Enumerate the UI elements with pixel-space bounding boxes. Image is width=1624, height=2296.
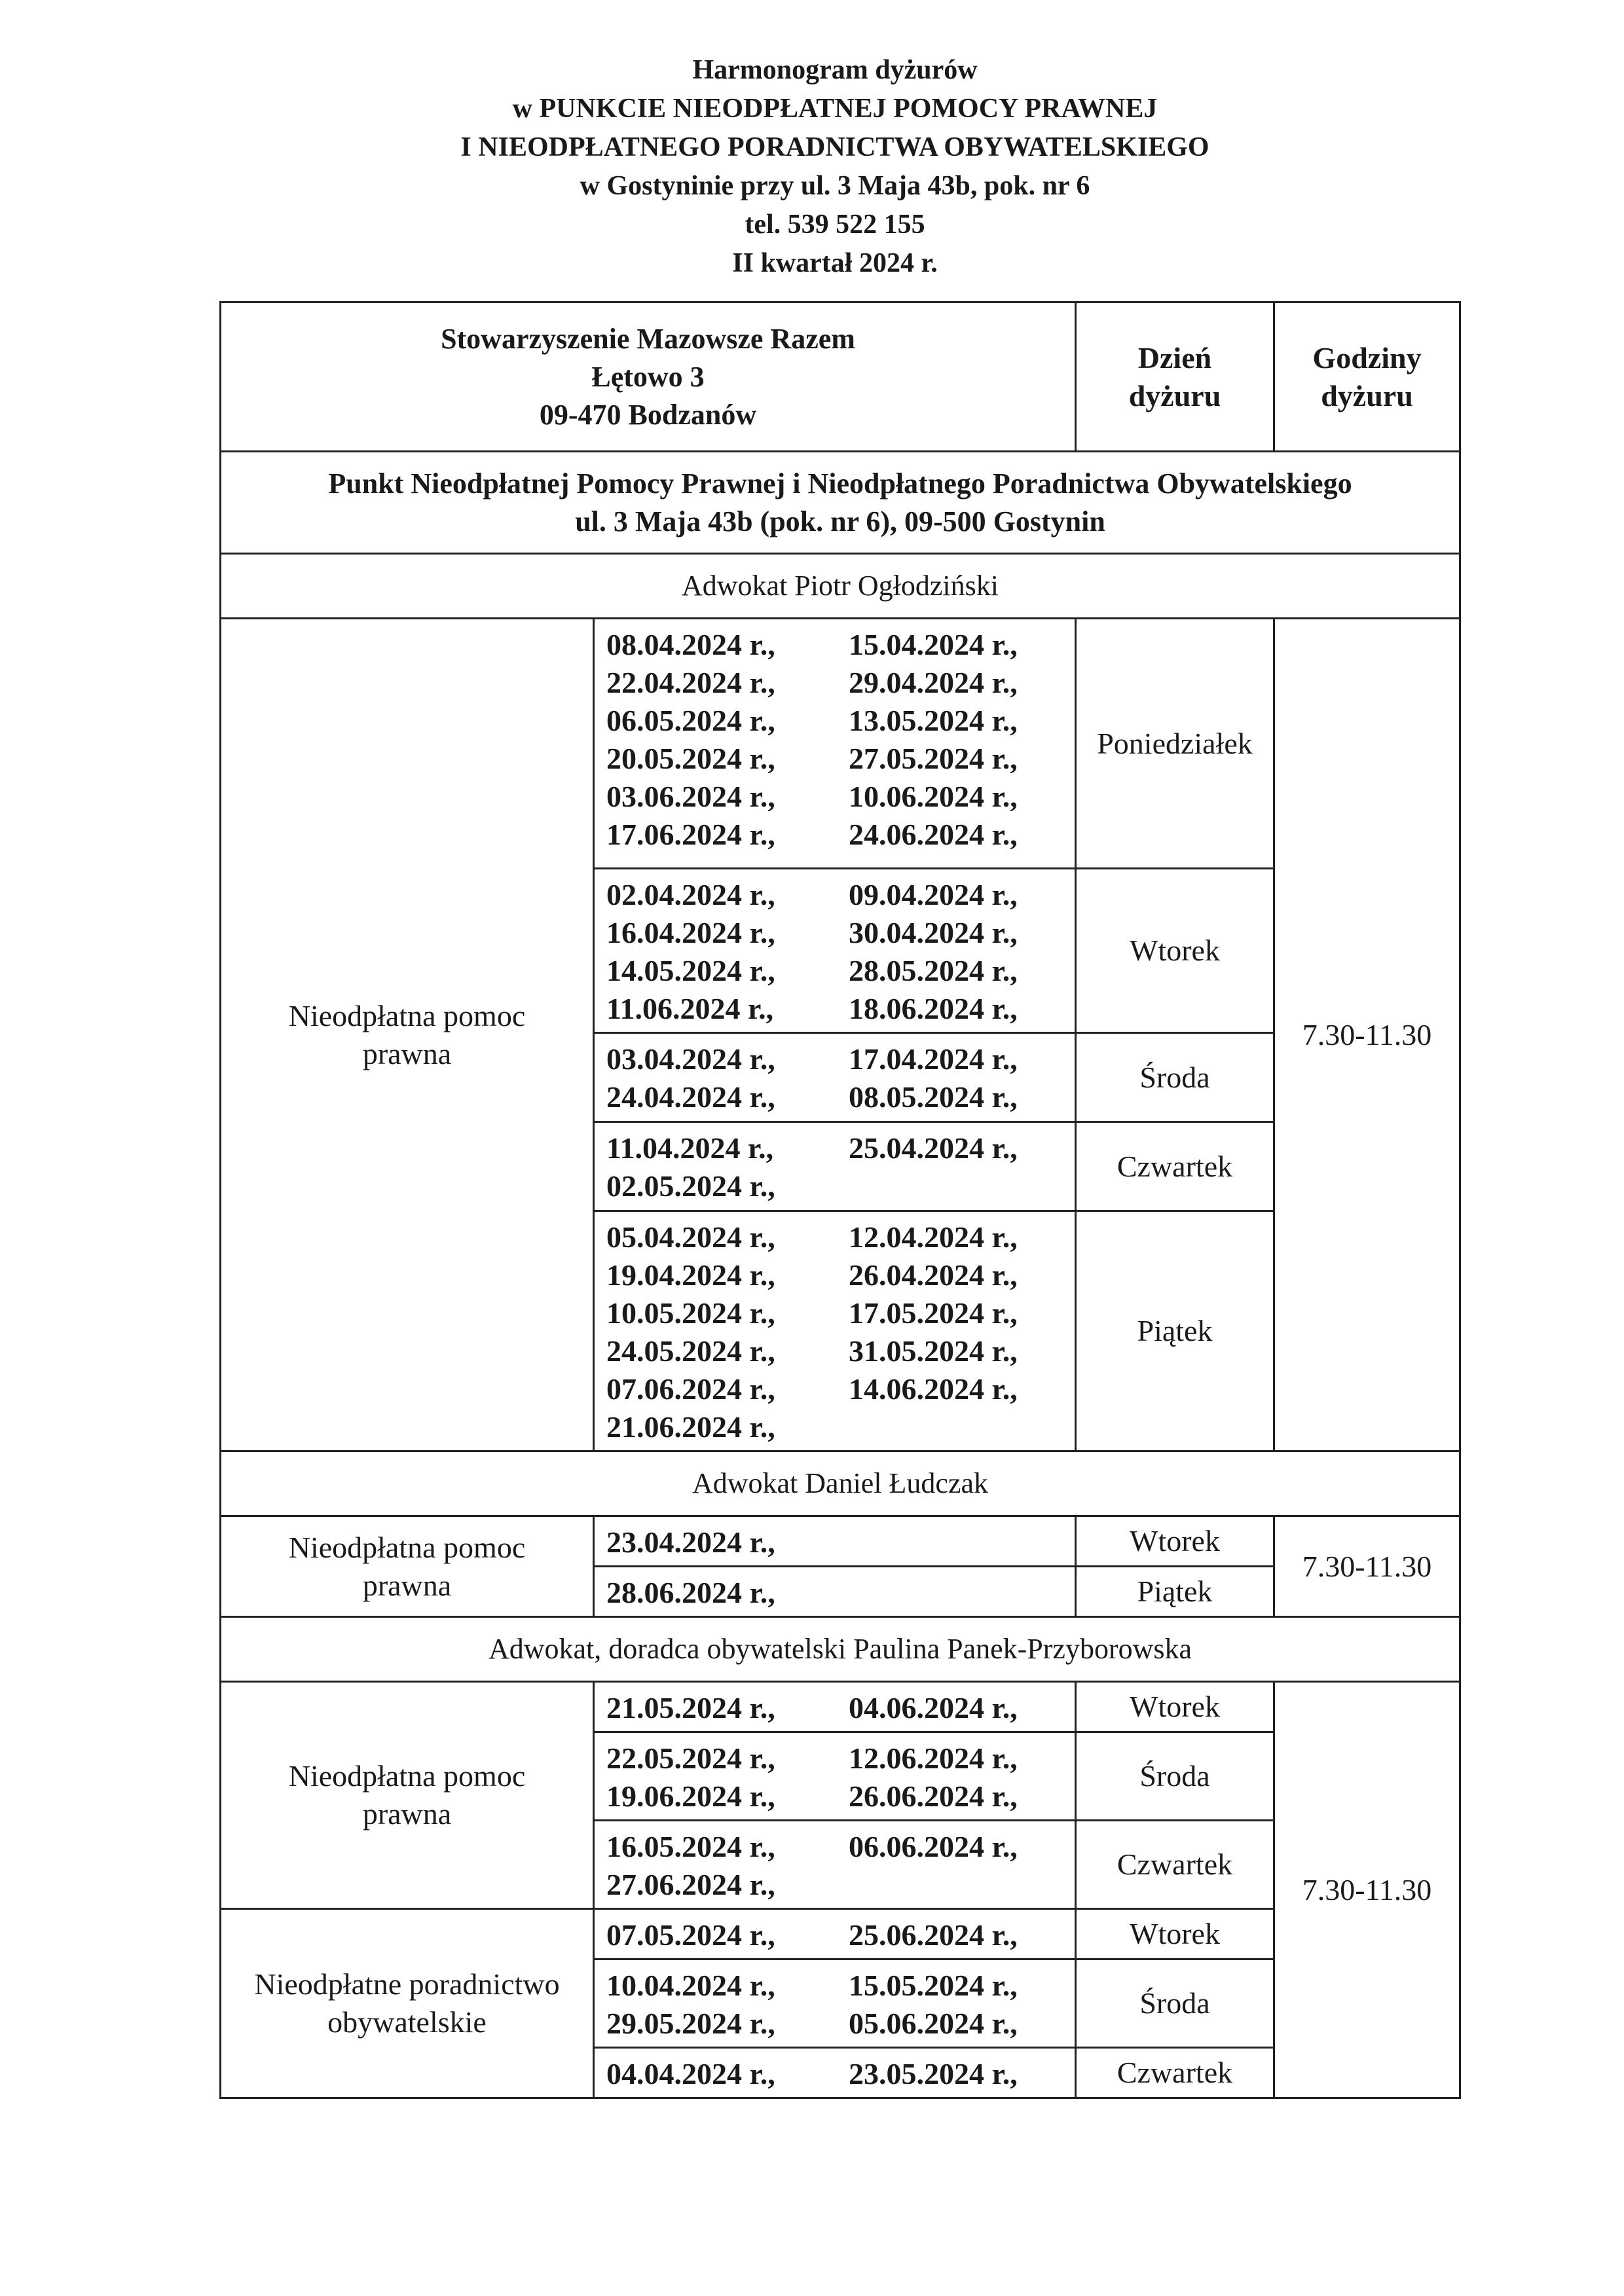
date: 30.04.2024 r.,: [849, 916, 1018, 949]
date: 18.06.2024 r.,: [849, 992, 1018, 1025]
date: 08.04.2024 r.,: [606, 628, 775, 661]
date: 22.05.2024 r.,: [606, 1741, 775, 1775]
date: 03.04.2024 r.,: [606, 1042, 775, 1076]
lawyer-row: [221, 554, 1460, 619]
day-cell: Wtorek: [1076, 869, 1274, 1033]
dates-cell: [594, 1732, 1076, 1821]
date: [849, 1167, 1065, 1205]
date: 02.05.2024 r.,: [606, 1169, 775, 1203]
date-line: [606, 1967, 1075, 2005]
date: 29.04.2024 r.,: [849, 666, 1018, 699]
dates-cell: [594, 1959, 1076, 2048]
day-header-line-2: dyżuru: [1128, 378, 1221, 412]
dates-cell: [594, 1033, 1076, 1122]
date: [849, 1574, 1065, 1612]
date-line: [606, 914, 1075, 952]
header-address: w Gostyninie przy ul. 3 Maja 43b, pok. nr 6: [580, 171, 1090, 201]
date: 26.04.2024 r.,: [849, 1258, 1018, 1292]
dates-cell: [594, 1211, 1076, 1451]
date: 23.05.2024 r.,: [849, 2057, 1018, 2090]
service-line-1: Nieodpłatna pomoc: [288, 1759, 526, 1793]
day-header-line-1: Dzień: [1137, 340, 1212, 374]
date: 12.06.2024 r.,: [849, 1741, 1018, 1775]
date: 03.06.2024 r.,: [606, 780, 775, 813]
date-line: [606, 1167, 1075, 1205]
date: 22.04.2024 r.,: [606, 666, 775, 699]
day-cell: Wtorek: [1076, 1682, 1274, 1732]
date: 10.06.2024 r.,: [849, 780, 1018, 813]
service-line-2: obywatelskie: [327, 2005, 487, 2039]
date: 08.05.2024 r.,: [849, 1080, 1018, 1114]
service-line-1: Nieodpłatne poradnictwo: [254, 1967, 560, 2001]
date-line: [606, 1689, 1075, 1727]
header-phone: tel. 539 522 155: [745, 210, 925, 240]
date: 25.04.2024 r.,: [849, 1131, 1018, 1165]
service-label: [221, 1909, 594, 2098]
hours-header-line-2: dyżuru: [1321, 378, 1413, 412]
hours-cell: 7.30-11.30: [1274, 1516, 1460, 1617]
date: 02.04.2024 r.,: [606, 878, 775, 911]
date-line: [606, 816, 1075, 854]
date-line: [606, 778, 1075, 816]
date-line: [606, 626, 1075, 664]
day-cell: Piątek: [1076, 1567, 1274, 1617]
service-line-2: prawna: [362, 1036, 452, 1070]
date-line: [606, 1408, 1075, 1446]
day-cell: Czwartek: [1076, 2048, 1274, 2098]
date: 14.05.2024 r.,: [606, 954, 775, 987]
date: 20.05.2024 r.,: [606, 742, 775, 775]
schedule-row: [221, 1516, 1460, 1567]
date: 10.04.2024 r.,: [606, 1969, 775, 2002]
date: 11.04.2024 r.,: [606, 1131, 774, 1165]
date-line: [606, 1294, 1075, 1332]
date: 28.06.2024 r.,: [606, 1576, 775, 1609]
date: 15.05.2024 r.,: [849, 1969, 1018, 2002]
hours-cell: 7.30-11.30: [1274, 619, 1460, 1451]
service-label: [221, 1682, 594, 1909]
date: 17.05.2024 r.,: [849, 1296, 1018, 1330]
day-cell: Piątek: [1076, 1211, 1274, 1451]
date-line: [606, 702, 1075, 740]
day-cell: Wtorek: [1076, 1516, 1274, 1567]
date-line: [606, 1828, 1075, 1866]
date-line: [606, 2055, 1075, 2093]
lawyer-name: Adwokat, doradca obywatelski Paulina Panek-Przyborowska: [221, 1617, 1460, 1682]
point-address: ul. 3 Maja 43b (pok. nr 6), 09-500 Gostynin: [575, 505, 1105, 538]
date: 04.06.2024 r.,: [849, 1691, 1018, 1724]
date-line: [606, 1777, 1075, 1815]
date: 24.06.2024 r.,: [849, 818, 1018, 851]
date: 26.06.2024 r.,: [849, 1779, 1018, 1813]
hours-header-line-1: Godziny: [1312, 340, 1422, 374]
date: 19.04.2024 r.,: [606, 1258, 775, 1292]
date-line: [606, 1866, 1075, 1904]
date-line: [606, 952, 1075, 990]
date-line: [606, 1574, 1075, 1612]
dates-cell: [594, 1821, 1076, 1909]
date: 07.05.2024 r.,: [606, 1918, 775, 1952]
date: 10.05.2024 r.,: [606, 1296, 775, 1330]
date-line: [606, 1078, 1075, 1116]
dates-cell: [594, 1516, 1076, 1567]
date-line: [606, 1218, 1075, 1256]
date: 29.05.2024 r.,: [606, 2007, 775, 2040]
date: 05.04.2024 r.,: [606, 1220, 775, 1254]
day-cell: Środa: [1076, 1033, 1274, 1122]
date-line: [606, 1523, 1075, 1561]
dates-cell: [594, 619, 1076, 869]
point-cell: [221, 452, 1460, 554]
date: 25.06.2024 r.,: [849, 1918, 1018, 1952]
service-line-2: prawna: [362, 1797, 452, 1831]
date: 05.06.2024 r.,: [849, 2007, 1018, 2040]
organization-cell: [221, 302, 1076, 452]
date: 19.06.2024 r.,: [606, 1779, 775, 1813]
hours-column-header: [1274, 302, 1460, 452]
lawyer-name: Adwokat Daniel Łudczak: [221, 1451, 1460, 1516]
document-header: [0, 51, 1624, 283]
date: 13.05.2024 r.,: [849, 704, 1018, 737]
date-line: [606, 1740, 1075, 1777]
date: 21.06.2024 r.,: [606, 1410, 775, 1444]
date: 07.06.2024 r.,: [606, 1372, 775, 1406]
date-line: [606, 740, 1075, 778]
schedule-table: [219, 301, 1461, 2099]
date: 24.04.2024 r.,: [606, 1080, 775, 1114]
schedule-row: [221, 1682, 1460, 1732]
date: 06.05.2024 r.,: [606, 704, 775, 737]
service-line-1: Nieodpłatna pomoc: [288, 998, 526, 1032]
day-cell: Poniedziałek: [1076, 619, 1274, 869]
date: 17.06.2024 r.,: [606, 818, 775, 851]
lawyer-name: Adwokat Piotr Ogłodziński: [221, 554, 1460, 619]
date: [849, 1866, 1065, 1904]
date-line: [606, 876, 1075, 914]
service-line-2: prawna: [362, 1568, 452, 1602]
date: 23.04.2024 r.,: [606, 1525, 775, 1559]
header-quarter: II kwartał 2024 r.: [732, 248, 938, 278]
date: 24.05.2024 r.,: [606, 1334, 775, 1368]
date: 09.04.2024 r.,: [849, 878, 1018, 911]
point-row: [221, 452, 1460, 554]
date: 14.06.2024 r.,: [849, 1372, 1018, 1406]
date: 27.06.2024 r.,: [606, 1868, 775, 1901]
date: [849, 1523, 1065, 1561]
date-line: [606, 1040, 1075, 1078]
hours-cell: 7.30-11.30: [1274, 1682, 1460, 2098]
date: 17.04.2024 r.,: [849, 1042, 1018, 1076]
date: 06.06.2024 r.,: [849, 1830, 1018, 1863]
day-cell: Środa: [1076, 1959, 1274, 2048]
date: [849, 1408, 1065, 1446]
header-line-2: w PUNKCIE NIEODPŁATNEJ POMOCY PRAWNEJ: [512, 94, 1158, 124]
dates-cell: [594, 1909, 1076, 1959]
dates-cell: [594, 1682, 1076, 1732]
service-label: [221, 619, 594, 1451]
dates-cell: [594, 2048, 1076, 2098]
org-name: Stowarzyszenie Mazowsze Razem: [441, 322, 855, 355]
date-line: [606, 990, 1075, 1028]
service-label: [221, 1516, 594, 1617]
dates-cell: [594, 869, 1076, 1033]
date: 31.05.2024 r.,: [849, 1334, 1018, 1368]
date: 12.04.2024 r.,: [849, 1220, 1018, 1254]
date: 04.04.2024 r.,: [606, 2057, 775, 2090]
day-cell: Środa: [1076, 1732, 1274, 1821]
dates-cell: [594, 1122, 1076, 1211]
header-title: Harmonogram dyżurów: [692, 55, 978, 85]
date-line: [606, 664, 1075, 702]
service-line-1: Nieodpłatna pomoc: [288, 1530, 526, 1564]
date: 28.05.2024 r.,: [849, 954, 1018, 987]
date-line: [606, 1129, 1075, 1167]
date: 11.06.2024 r.,: [606, 992, 774, 1025]
date: 15.04.2024 r.,: [849, 628, 1018, 661]
date-line: [606, 1370, 1075, 1408]
day-cell: Wtorek: [1076, 1909, 1274, 1959]
schedule-row: [221, 619, 1460, 869]
org-street: Łętowo 3: [591, 360, 705, 393]
date: 27.05.2024 r.,: [849, 742, 1018, 775]
date-line: [606, 2005, 1075, 2043]
date-line: [606, 1916, 1075, 1954]
date: 16.05.2024 r.,: [606, 1830, 775, 1863]
date-line: [606, 1256, 1075, 1294]
day-cell: Czwartek: [1076, 1122, 1274, 1211]
lawyer-row: [221, 1617, 1460, 1682]
dates-cell: [594, 1567, 1076, 1617]
header-line-3: I NIEODPŁATNEGO PORADNICTWA OBYWATELSKIEGO: [460, 132, 1209, 162]
day-column-header: [1076, 302, 1274, 452]
date: 16.04.2024 r.,: [606, 916, 775, 949]
day-cell: Czwartek: [1076, 1821, 1274, 1909]
lawyer-row: [221, 1451, 1460, 1516]
org-city: 09-470 Bodzanów: [539, 398, 757, 431]
date-line: [606, 1332, 1075, 1370]
table-header-row: [221, 302, 1460, 452]
point-name: Punkt Nieodpłatnej Pomocy Prawnej i Nieodpłatnego Poradnictwa Obywatelskiego: [328, 467, 1352, 500]
date: 21.05.2024 r.,: [606, 1691, 775, 1724]
